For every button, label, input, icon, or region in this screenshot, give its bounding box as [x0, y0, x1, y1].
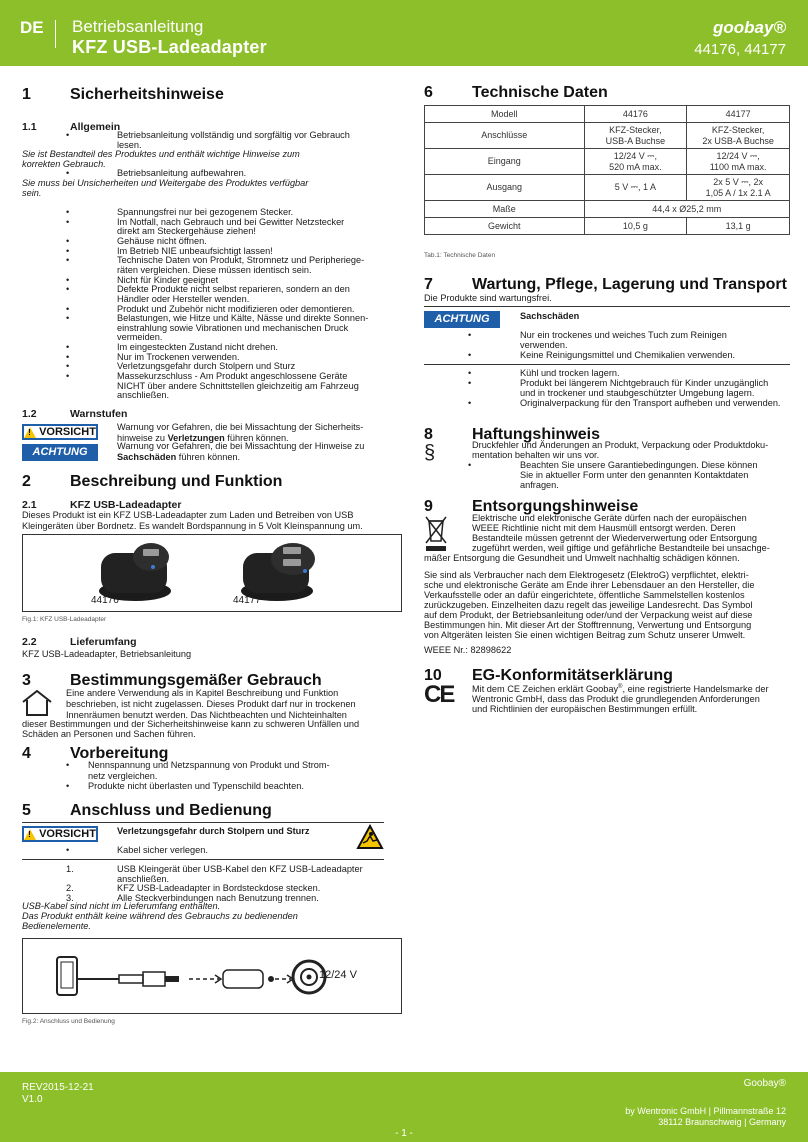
bullet: • — [468, 398, 472, 408]
row-label: Eingang — [425, 149, 585, 175]
bullet: • — [66, 274, 70, 285]
step-text: USB Kleingerät über USB-Kabel den KFZ USB-Ladeadapter — [117, 864, 363, 874]
weee-bin-icon — [424, 513, 448, 553]
footer-brand: Goobay® — [743, 1078, 786, 1089]
doc-title: Betriebsanleitung — [72, 17, 204, 36]
intended-use-line1: Eine andere Verwendung als in Kapitel Beschreibung und Funktion — [66, 688, 339, 698]
disposal-line: sche und elektronische Geräte am Ende ihrer Lebensdauer an den Hersteller, die — [424, 580, 755, 590]
value-44177: 12/24 V ⎓, 1100 mA max. — [687, 149, 790, 175]
list-item: Im Notfall, nach Gebrauch und bei Gewitter Netzstecker — [117, 216, 345, 227]
company-address: by Wentronic GmbH | Pillmannstraße 12 38112 Braunschweig | Germany — [625, 1106, 786, 1128]
bullet: • — [66, 255, 70, 266]
list-item: Nur im Trockenen verwenden. — [117, 351, 240, 362]
value-44177: 44177 — [687, 106, 790, 123]
list-item: Verletzungsgefahr durch Stolpern und Sturz — [117, 361, 296, 372]
value-44177: KFZ-Stecker, 2x USB-A Buchse — [687, 123, 790, 149]
step-text: Alle Steckverbindungen nach Benutzung trennen. — [117, 892, 319, 903]
table-1-caption: Tab.1: Technische Daten — [424, 252, 496, 259]
list-item: Kühl und trocken lagern. — [520, 368, 620, 378]
disposal-p1-line3: Bestandteile müssen getrennt der Wiederverwertung oder Entsorgung — [472, 533, 757, 543]
achtung-badge: ACHTUNG — [22, 444, 98, 461]
bullet: • — [66, 342, 70, 353]
language-code: DE — [20, 18, 44, 37]
bullet: • — [66, 168, 70, 179]
section-7-rule-bottom — [424, 364, 790, 365]
list-item: Defekte Produkte nicht selbst reparieren, sondern an den — [117, 284, 350, 295]
product-photo-frame — [22, 534, 402, 612]
list-item: Massekurzschluss - Am Produkt angeschlossene Geräte — [117, 371, 348, 382]
note-controls-2: Bedienelemente. — [22, 921, 91, 931]
bullet: • — [66, 303, 70, 314]
vorsicht-badge-2: ! VORSICHT — [22, 826, 98, 842]
value-44177: 2x 5 V ⎓, 2x 1,05 A / 1x 2.1 A — [687, 175, 790, 201]
disposal-p1-line2: WEEE Richtlinie nicht mit dem Hausmüll entsorgt werden. Deren — [472, 523, 736, 533]
disposal-p1-line5: mäßer Entsorgung die Gesundheit und Umwelt nachhaltig schädigen können. — [424, 553, 740, 563]
row-label: Anschlüsse — [425, 123, 585, 149]
liability-line1: Druckfehler und Änderungen an Produkt, Verpackung oder Produktdoku- — [472, 440, 769, 450]
bullet: • — [66, 781, 70, 791]
list-item: anfragen. — [520, 480, 559, 490]
bullet: • — [66, 760, 70, 770]
disposal-line: Sie sind als Verbraucher nach dem Elektrogesetz (ElektroG) verpflichtet, elektri- — [424, 570, 749, 580]
section-7-heading: 7 Wartung, Pflege, Lagerung und Transport — [424, 276, 787, 293]
smartphone-icon — [57, 957, 77, 995]
bullet: • — [66, 284, 70, 295]
list-item: Produkte nicht überlasten und Typenschild beachten. — [88, 781, 304, 791]
step-number: 2. — [66, 883, 74, 893]
list-item: Sie in aktueller Form unter den genannten Kontaktdaten — [520, 470, 749, 480]
list-item: Nur ein trockenes und weiches Tuch zum Reinigen — [520, 330, 727, 340]
article-numbers: 44176, 44177 — [694, 41, 786, 58]
page-footer — [0, 1072, 808, 1142]
section-2-heading: 2 Beschreibung und Funktion — [22, 473, 283, 490]
warning-level-2-line1: Warnung vor Gefahren, die bei Missachtung der Hinweise zu — [117, 441, 365, 451]
description-line2: Kleingeräten über Bordnetz. Es wandelt Bordspannung in 5 Volt Kleinspannung um. — [22, 521, 363, 531]
list-item: korrekten Gebrauch. — [22, 158, 106, 169]
disposal-line: auf dem Produkt, der Betriebsanleitung oder/und der Verpackung weist auf diese — [424, 610, 753, 620]
list-item: Im Betrieb NIE unbeaufsichtigt lassen! — [117, 245, 273, 256]
list-item: Originalverpackung für den Transport aufheben und verwenden. — [520, 398, 781, 408]
list-item: Keine Reinigungsmittel und Chemikalien verwenden. — [520, 350, 736, 360]
bullet: • — [66, 371, 70, 382]
intended-use-line5: Schäden an Personen und Sachen führen. — [22, 729, 196, 739]
header-divider — [55, 20, 56, 48]
adapter-44177-photo — [241, 543, 315, 601]
list-item: Sie ist Bestandteil des Produktes und enthält wichtige Hinweise zum — [22, 149, 300, 160]
list-item: Nennspannung und Netzspannung von Produkt und Strom- — [88, 760, 330, 770]
page-header — [0, 0, 808, 66]
figure-2-caption: Fig.2: Anschluss und Bedienung — [22, 1018, 115, 1025]
note-controls-1: Das Produkt enthält keine während des Gebrauchs zu bedienenden — [22, 911, 298, 921]
revision: REV2015-12-21 V1.0 — [22, 1082, 94, 1105]
list-item: vermeiden. — [117, 332, 163, 343]
section-5-rule-top — [22, 822, 384, 823]
paragraph-sign-icon: § — [424, 442, 436, 464]
house-icon — [20, 688, 54, 718]
value-44176: 5 V ⎓, 1 A — [584, 175, 687, 201]
vorsicht-badge: ! VORSICHT — [22, 424, 98, 440]
list-item: NICHT über andere Schnittstellen gleichzeitig am Fahrzeug — [117, 380, 359, 391]
intended-use-line4: dieser Bestimmungen und der Sicherheitshinweise kann zu schweren Unfällen und — [22, 719, 360, 729]
scope-of-delivery: KFZ USB-Ladeadapter, Betriebsanleitung — [22, 649, 192, 659]
ce-mark: CE — [424, 681, 454, 708]
step-number: 3. — [66, 892, 74, 903]
section-8-heading: 8 Haftungshinweis — [424, 426, 601, 443]
table-row — [425, 123, 790, 149]
step-number: 1. — [66, 864, 74, 874]
list-item: einstrahlung sowie Vibrationen und mechanischen Druck — [117, 322, 349, 333]
photo-label-44176: 44176 — [91, 595, 119, 606]
conformity-line2: Wentronic GmbH, dass das Produkt die grundlegenden Anforderungen — [472, 694, 760, 704]
disposal-p1-line1: Elektrische und elektronische Geräte dürfen nach der europäischen — [472, 513, 747, 523]
intended-use-line2: beschrieben, ist nicht zugelassen. Dieses Produkt darf nur in trockenen — [66, 699, 356, 709]
disposal-p1-line4: zugeführt werden, weil giftige und gefährliche Bestandteile bei unsachge- — [472, 543, 770, 553]
disposal-line: Bestimmungen hin. Mit dieser Art der Stofftrennung, Verwertung und Entsorgung — [424, 620, 752, 630]
technical-data-table — [424, 105, 790, 235]
weee-number: WEEE Nr.: 82898622 — [424, 645, 512, 655]
list-item: Belastungen, wie Hitze und Kälte, Nässe und direkte Sonnen- — [117, 313, 369, 324]
row-label: Modell — [425, 106, 585, 123]
warning-triangle-icon — [24, 829, 36, 840]
section-5-rule-bottom — [22, 859, 384, 860]
product-title: KFZ USB-Ladeadapter — [72, 37, 267, 57]
warning-triangle-icon — [24, 427, 36, 438]
section-10-heading: 10 EG-Konformitätserklärung — [424, 667, 673, 684]
conformity-line3: und Richtlinien der europäischen Bestimmungen erfüllt. — [472, 704, 698, 714]
property-damage-heading: Sachschäden — [520, 311, 580, 321]
figure-1-caption: Fig.1: KFZ USB-Ladeadapter — [22, 616, 107, 623]
disposal-line: von Altgeräten leisten Sie einen wichtigen Beitrag zum Schutz unserer Umwelt. — [424, 630, 746, 640]
value-44176: KFZ-Stecker, USB-A Buchse — [584, 123, 687, 149]
section-3-heading: 3 Bestimmungsgemäßer Gebrauch — [22, 672, 322, 689]
bullet: • — [468, 350, 472, 360]
table-row — [425, 175, 790, 201]
bullet: • — [468, 330, 472, 340]
value-44176: 10,5 g — [584, 218, 687, 235]
table-row — [425, 201, 790, 218]
section-5-heading: 5 Anschluss und Bedienung — [22, 802, 272, 819]
list-item: direkt am Steckergehäuse ziehen! — [117, 226, 256, 237]
table-row — [425, 149, 790, 175]
cable-instruction: Kabel sicher verlegen. — [117, 845, 208, 855]
bullet: • — [468, 368, 472, 378]
usb-plug-icon — [119, 975, 143, 983]
goobay-logo: goobay® — [713, 18, 786, 37]
conformity-line1: Mit dem CE Zeichen erklärt Goobay®, eine registrierte Handelsmarke der — [472, 684, 769, 695]
intended-use-line3: Innenräumen benutzt werden. Das Nichtbeachten und Nichteinhalten — [66, 710, 347, 720]
bullet: • — [468, 378, 472, 388]
product-photos — [23, 535, 401, 611]
adapter-44176-photo — [99, 543, 171, 601]
list-item: Nicht für Kinder geeignet — [117, 274, 219, 285]
shared-value: 44,4 x Ø25,2 mm — [584, 201, 789, 218]
value-44176: 12/24 V ⎓, 520 mA max. — [584, 149, 687, 175]
voltage-label: 12/24 V — [319, 969, 357, 981]
section-9-heading: 9 Entsorgungshinweise — [424, 498, 639, 515]
section-1-heading: 1 Sicherheitshinweise — [22, 86, 224, 103]
bullet: • — [66, 235, 70, 246]
list-item: verwenden. — [520, 340, 568, 350]
list-item: netz vergleichen. — [88, 770, 158, 781]
section-6-heading: 6 Technische Daten — [424, 84, 608, 101]
row-label: Ausgang — [425, 175, 585, 201]
list-item: Technische Daten von Produkt, Stromnetz und Peripheriege- — [117, 255, 365, 266]
bullet: • — [66, 207, 70, 217]
list-item: Spannungsfrei nur bei gezogenem Stecker. — [117, 207, 294, 217]
cable-bullet: • — [66, 845, 70, 855]
list-item: Gehäuse nicht öffnen. — [117, 235, 207, 246]
section-2-1-heading: 2.1 KFZ USB-Ladeadapter — [22, 499, 182, 511]
section-1-2-heading: 1.2 Warnstufen — [22, 408, 128, 420]
section-4-heading: 4 Vorbereitung — [22, 745, 169, 762]
warning-level-1-line1: Warnung vor Gefahren, die bei Missachtung der Sicherheits- — [117, 422, 364, 432]
table-row — [425, 218, 790, 235]
list-item: lesen. — [117, 139, 142, 150]
row-label: Gewicht — [425, 218, 585, 235]
value-44176: 44176 — [584, 106, 687, 123]
trip-hazard-warning: Verletzungsgefahr durch Stolpern und Sturz — [117, 826, 310, 836]
disposal-line: Verkaufsstelle oder an dafür eingerichtete, öffentliche Sammelstellen kostenlos — [424, 590, 745, 600]
bullet: • — [66, 130, 70, 140]
warning-level-1-line2: hinweise zu Verletzungen führen können. — [117, 433, 289, 443]
table-row — [425, 106, 790, 123]
list-item: Sie muss bei Unsicherheiten und Weitergabe des Produktes verfügbar — [22, 178, 309, 188]
connection-diagram-frame — [22, 938, 402, 1014]
section-7-rule-top — [424, 306, 790, 307]
list-item: Produkt und Zubehör nicht modifizieren oder demontieren. — [117, 303, 355, 314]
photo-label-44177: 44177 — [233, 595, 261, 606]
step-text: anschließen. — [117, 873, 170, 884]
note-cable: USB-Kabel sind nicht im Lieferumfang enthalten. — [22, 901, 221, 911]
bullet: • — [66, 245, 70, 256]
liability-line2: mentation behalten wir uns vor. — [472, 450, 600, 460]
list-item: Produkt bei längerem Nichtgebrauch für Kinder unzugänglich — [520, 378, 769, 388]
list-item: Im eingesteckten Zustand nicht drehen. — [117, 342, 278, 353]
bullet: • — [66, 351, 70, 362]
description-line1: Dieses Produkt ist ein KFZ USB-Ladeadapter zum Laden und Betreiben von USB — [22, 510, 354, 520]
maintenance-intro: Die Produkte sind wartungsfrei. — [424, 293, 552, 303]
section-2-2-heading: 2.2 Lieferumfang — [22, 636, 137, 648]
section-1-1-heading: 1.1 Allgemein — [22, 121, 121, 133]
list-item: Beachten Sie unsere Garantiebedingungen. Diese können — [520, 460, 758, 470]
row-label: Maße — [425, 201, 585, 218]
list-item: räten vergleichen. Diese müssen identisch sein. — [117, 264, 312, 275]
list-item: Betriebsanleitung aufbewahren. — [117, 168, 247, 179]
list-item: sein. — [22, 187, 42, 198]
disposal-line: zurückzugeben. Einzelheiten dazu regelt das jeweilige Landesrecht. Das Symbol — [424, 600, 753, 610]
list-item: Betriebsanleitung vollständig und sorgfältig vor Gebrauch — [117, 130, 350, 140]
warning-level-2-line2: Sachschäden führen können. — [117, 452, 241, 462]
achtung-badge-2: ACHTUNG — [424, 311, 500, 328]
list-item: Händler oder Hersteller wenden. — [117, 293, 250, 304]
step-text: KFZ USB-Ladeadapter in Bordsteckdose stecken. — [117, 883, 321, 893]
bullet: • — [66, 361, 70, 372]
bullet: • — [66, 313, 70, 324]
list-item: anschließen. — [117, 390, 170, 401]
value-44177: 13,1 g — [687, 218, 790, 235]
trip-hazard-icon — [356, 824, 384, 850]
car-adapter-icon — [223, 970, 263, 988]
list-item: und in trockener und staubgeschützter Umgebung lagern. — [520, 388, 755, 398]
page-number: - 1 - — [395, 1128, 413, 1139]
bullet: • — [66, 216, 70, 227]
bullet: • — [468, 460, 472, 470]
